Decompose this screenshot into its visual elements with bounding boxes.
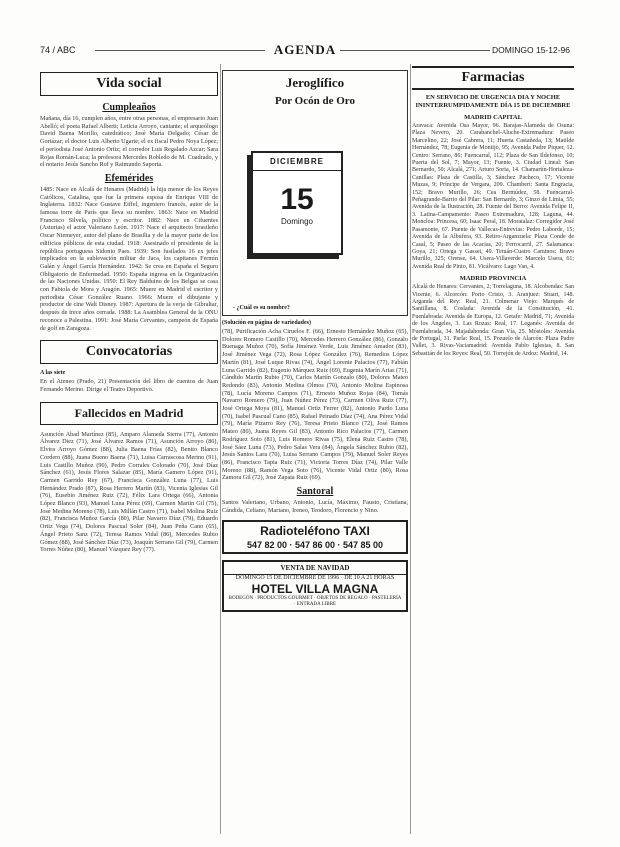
- column-left: [40, 64, 218, 558]
- jeroglifico-box: [222, 70, 408, 316]
- hotel-advert-heading: VENTA DE NAVIDAD: [224, 562, 406, 575]
- cumpleanos-heading: Cumpleaños: [102, 102, 156, 113]
- hotel-advert: [222, 560, 408, 612]
- convocatorias-heading: Convocatorias: [40, 340, 218, 364]
- page-label: 74 / ABC: [40, 45, 76, 55]
- taxi-advert-name: Radioteléfono TAXI: [260, 524, 370, 539]
- madrid-provincia-heading: MADRID PROVINCIA: [459, 275, 527, 283]
- hotel-advert-dates: DOMINGO 15 DE DICIEMBRE DE 1996 · DE 10 A 21 HORAS: [235, 575, 395, 582]
- jeroglifico-author: Por Ocón de Oro: [275, 95, 355, 107]
- calendar-illustration: [251, 151, 343, 255]
- convocatoria-label: A las siete: [40, 370, 66, 377]
- convocatoria-text: En el Ateneo (Prado, 21) Presentación del libro de cuentos de Juan Fernando Merino. Dirige el Teatro Deportivo.: [40, 378, 218, 393]
- santoral-heading: Santoral: [296, 486, 334, 498]
- taxi-advert-phones: 547 82 00 · 547 86 00 · 547 85 00: [246, 540, 384, 551]
- header-rule-right: [340, 50, 490, 51]
- hotel-advert-details: BODEGÓN · PRODUCTOS GOURMET · OBJETOS DE REGALO · PASTELERÍA · ENTRADA LIBRE: [228, 596, 402, 608]
- column-divider: [220, 64, 221, 834]
- urgencia-subheading: EN SERVICIO DE URGENCIA DIA Y NOCHE ININTERRUMPIDAMENTE DÍA 15 DE DICIEMBRE: [415, 94, 571, 109]
- efemerides-heading: Efemérides: [104, 172, 154, 184]
- calendar-month: DICIEMBRE: [253, 153, 341, 171]
- efemerides-text: 1485: Nace en Alcalá de Henares (Madrid) la hija menor de los Reyes Católicos, Catalina, que fue la primera esposa de Enrique VIII de Inglaterra. 1832: Nace Gustave Eiffel, ingeniero francés, autor de la famosa torre de París que lleva su nombre. 1863: Nace en Madrid Francisco Silvela, político y escritor. 1882: Nace en Cifuentes (Asturias) el actor Valeriano León. 1917: Nace el arquitecto brasileño Oscar Niemeyer, autor del plano de Brasilia y de la mayor parte de los edificios públicos de esta ciudad. 1918: Asesinado el presidente de la república portuguesa Sidonio Paes. 1939: Son fusilados 16 ex jefes implicados en la sublevación militar de Jaca, los capitanes Fermín Galán y Ángel García Hernández. 1942: Se crea en España el Seguro Obligatorio de Enfermedad. 1950: España ingresa en la Organización de las Naciones Unidas. 1950: El Rey Balduino de los Belgas se casa con Fabiola de Mora y Aragón. 1965: Muere en Madrid el escritor y periodista César González Ruano. 1966: Muere el dibujante y productor de cine Walt Disney. 1987: Apertura de la verja de Gibraltar, después de trece años cerrada. 1988: La Asamblea General de la ONU reconoce a Palestina. 1991: José María Cervantes, campeón de España de golf en Zaragoza.: [40, 185, 218, 332]
- solution-note: (Solución en página de variedades): [222, 320, 312, 326]
- fallecidos-heading: Fallecidos en Madrid: [40, 402, 218, 425]
- pharmacy-list-provincia: Alcalá de Henares: Cervantes, 2; Torrelaguna, 18. Alcobendas: San Vicente, 6. Alcorcón: Porto Cristo, 3. Aranjuez: Stuart, 148. Arganda del Rey: Real, 21. Colmenar Viejo: Marqués de Santillana, 8. Coslada: Avenida de la Constitución, 41. Fuenlabrada: Avenida de Europa, 12. Getafe: Madrid, 71; Avenida de los Ángeles, 3. Las Rozas: Real, 17. Leganés: Avenida de Fuenlabrada, 34. Majadahonda: Gran Vía, 25. Móstoles: Avenida de Portugal, 31. Parla: Real, 15. Pozuelo de Alarcón: Plaza Padre Vallet, 3. Rivas-Vaciamadrid: Avenida Pablo Iglesias, 8. San Sebastián de los Reyes: Real, 50. Torrejón de Ardoz: Madrid, 14.: [412, 284, 574, 357]
- cumpleanos-text: Mañana, día 16, cumplen años, entre otras personas, el empresario Juan Abelló; el poeta Rafael Alberti; Leticia Arroyo, cantante; el arqueólogo David Baena Morillo, catedrático; José María Delgado; César de Gortázar; el doctor Luis Alberto Ugarte; el ex fiscal Pedro Noya López; el periodista José Antonio Ortiz; el corredor Luis Regalado Azcar; Sara Rojas Román-Luca; la profesora Mercedes Robledo de M. Cuadrado, y el notario Jesús Sancho Rof y Raimundo Saporta.: [40, 115, 218, 169]
- section-title: AGENDA: [273, 42, 337, 57]
- madrid-capital-heading: MADRID CAPITAL: [464, 114, 522, 121]
- calendar-weekday: Domingo: [280, 217, 313, 226]
- santoral-text: Santos Valeriano, Urbano, Antonio, Lucía, Máximo, Fausto, Cristiana, Cándida, Celiano, Mariano, Ireneo, Teodoro, Florencio y Nino.: [222, 499, 408, 514]
- pharmacy-list-capital: Aravaca: Avenida Osa Mayor, 96. Barajas-Alameda de Osuna: Plaza Nevero, 20. Carabanchel-Aluche-Extremadura: Paseo Marcelino, 22; José Cabrera, 11; Huerta Castañeda, 13; Matilde Hernández, 78; Eugenia de Montijo, 95; Avenida Padre Piquer, 12. Centro: Serrano, 86; Fuencarral, 112; Plaza de San Ildefonso, 10; Puerta del Sol, 7; Mayor, 13; Fuente, 3. Ciudad Lineal: San Bernardo, 50; Alcalá, 271; Arturo Soria, 14. Chamartín-Hortaleza-Canillas: Plaza de Castilla, 3; Sánchez Pacheco, 17; Vicente Muzas, 9; Príncipe de Vergara, 209. Chamberí: Santa Engracia, 152; Bravo Murillo, 26; Cea Bermúdez, 58. Fuencarral-Peñagrande-Barrio del Pilar: San Bernardo, 3; Ginzo de Limia, 55; Avenida de la Ilustración, 28. Fuente del Berro: Avenida Felipe II, 3. Latina-Campamento: Paseo Extremadura, 128; Laguna, 44. Moncloa: Princesa, 60; Isaac Peral, 18. Moratalaz: Corregidor José Pasamonte, 67. Puente de Vallecas-Entrevías: Pedro Laborde, 15; Avenida de la Albufera, 93. Retiro-Arganzuela: Plaza Conde de Casal, 5; Paseo de las Acacias, 20; Ferrocarril, 27. Salamanca: Goya, 21; Ortega y Gasset, 49. Tetuán-Cuatro Caminos: Bravo Murillo, 325; Orense, 64. Usera-Villaverde: Marcelo Usera, 61; Avenida Real de Pinto, 81. Vicálvaro: Lago Van, 4.: [412, 123, 574, 270]
- vida-social-heading: Vida social: [40, 72, 218, 96]
- hotel-advert-name: HOTEL VILLA MAGNA: [251, 582, 379, 597]
- calendar-day: 15: [280, 183, 314, 216]
- page-date: DOMINGO 15-12-96: [492, 45, 570, 55]
- column-right: [412, 64, 574, 358]
- taxi-advert: [222, 520, 408, 554]
- farmacias-heading: Farmacias: [412, 66, 574, 90]
- page-header: [40, 43, 570, 57]
- fallecidos-continued: (78), Purificación Acha Ciruelos F. (66), Ernesto Hernández Muñoz (65), Dolores Romero Castillo (70), Mercedes Herrero González (86), Gonzalo Buenaga Muñoz (70), Sofía Jiménez Verde, Luis Jiménez Amador (83), José Jiménez Vega (72), Rosa López González (76), Remedios López Martín (81), José Luque Rivas (74), Ángel Lorente Palacios (77), Fabián Luna Garrido (82), Eugenio Márquez Ruiz (69), Eugenia Marín Arias (71), Cándido Martín Rubio (70), Carlos Martín Gonzalo (80), Dolores Mateo Redondo (83), Antonio Medina Olmos (70), Antonio Molina Espinosa (78), Lucía Moreno Campos (71), Ernesto Muñoz Rojas (84), Tomás Navarro Romero (79), Juan Núñez Pérez (73), Carmen Oliva Ruiz (77), José Ortega Moya (81), Manuel Ortiz Ferrer (82), Antonio Pardo Luna (70), Isabel Pascual Cano (85), Rafael Peinado Díaz (74), Ana Pérez Vidal (79), María Pizarro Rey (76), Teresa Prieto Blanco (72), José Ramos Mateo (80), Juana Reyes Gil (83), Antonio Rico Palacios (77), Carmen Rodríguez Soto (81), Luis Romero Rivas (75), Elena Ruiz Castro (78), José Sáez Luna (73), Pedro Salas Vera (84), Ángela Sánchez Rubio (82), Jesús Santos Lara (70), Luisa Serrano Campos (79), Manuel Soler Reyes (86), Francisco Tapia Ruiz (71), Victoria Torres Díaz (74), Pilar Valle Moreno (88), Ramón Vega Soto (76), Vicente Vidal Ortiz (80), Rosa Zamora Gil (72), José Zapata Ruiz (69).: [222, 328, 408, 482]
- column-center: [222, 64, 408, 612]
- jeroglifico-title: Jeroglífico: [285, 75, 345, 90]
- jeroglifico-question: - ¿Cuál es su nombre?: [233, 305, 290, 311]
- column-divider: [410, 64, 411, 834]
- fallecidos-text: Asunción Abad Martínez (85), Amparo Alameda Sierra (77), Antonio Álvarez Diez (71), José Álvarez Ramos (71), Asunción Arroyo (86), Elvira Arroyo Gómez (88), Julia Baena Frías (82), Benito Blanco Cordero (88), Juana Bueno Baena (71), Luisa Carrascosa Merino (91), Luis Castillo Muñoz (90), Pedro Corrales Colorado (70), José Díaz Sánchez (61), Jesús Flores Salazar (85), María Gamero López (91), Carmen Garrido Rey (67), Francisca González Luna (77), Luis Hernández Prado (87), Rosa Herrero Martín (83), Vicenta Iglesias Gil (76), Eusebio Jiménez Ruiz (72), Félix Lara Ortega (66), Antonia López Blanco (93), Manuel Luna Pérez (69), Carmen Martín Gil (75), José Medina Moreno (78), Luis Millán Castro (71), Isabel Molina Ruiz (82), Francisca Muñoz García (80), Pilar Navarro Díaz (79), Eduardo Ortiz Vega (74), Dolores Pascual Soler (84), Juan Peña Cano (65), Ángel Prieto Sanz (72), Teresa Ramos Vidal (86), Mercedes Rubio Gómez (88), José Sánchez Díaz (73), Joaquín Serrano Gil (79), Carmen Torres Núñez (80), Manuel Vázquez Rey (77).: [40, 430, 218, 554]
